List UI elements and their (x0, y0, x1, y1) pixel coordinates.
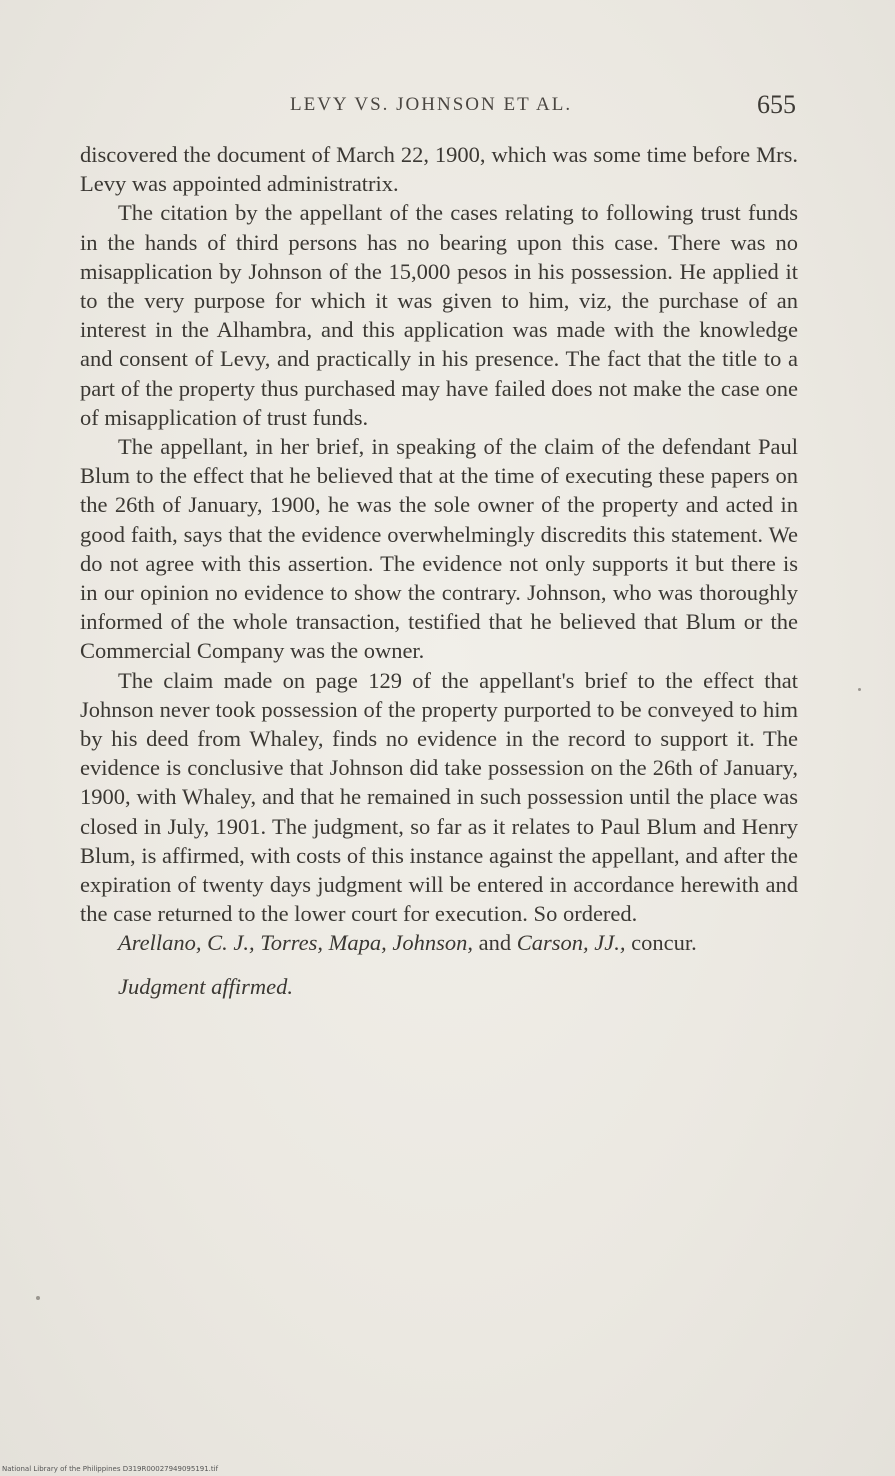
judgment-affirmed: Judgment affirmed. (118, 973, 293, 999)
running-head: LEVY VS. JOHNSON ET AL. (290, 94, 573, 115)
scan-speck (858, 688, 861, 691)
scan-speck (36, 1296, 40, 1300)
paragraph-possession: The claim made on page 129 of the appellant's brief to the effect that Johnson never took possession of the property purported to be conveyed to him by his deed from Whaley, finds no evidence in the record to support it. The evidence is conclusive that Johnson did take possession on the 26th of January, 1900, with Whaley, and that he remained in such possession until the place was closed in July, 1901. The judgment, so far as it relates to Paul Blum and Henry Blum, is affirmed, with costs of this instance against the appellant, and after the expiration of twenty days judgment will be entered in accordance herewith and the case returned to the lower court for execution. So ordered. (80, 667, 798, 927)
paragraph-blum-claim: The appellant, in her brief, in speaking of the claim of the defendant Paul Blum to the effect that he believed that at the time of executing these papers on the 26th of January, 1900, he was the sole owner of the property and acted in good faith, says that the evidence overwhelmingly discredits this statement. We do not agree with this assertion. The evidence not only supports it but there is in our opinion no evidence to show the contrary. Johnson, who was thoroughly informed of the whole transaction, testified that he believed that Blum or the Commercial Company was the owner. (80, 434, 798, 664)
opinion-body (80, 140, 798, 1001)
paragraph-trust-funds: The citation by the appellant of the cases relating to following trust funds in the hands of third persons has no bearing upon this case. There was no misapplication by Johnson of the 15,000 pesos in his possession. He applied it to the very purpose for which it was given to him, viz, the purchase of an interest in the Alhambra, and this application was made with the knowledge and consent of Levy, and practically in his presence. The fact that the title to a part of the property thus purchased may have failed does not make the case one of misapplication of trust funds. (80, 200, 798, 430)
last-judge: Carson, JJ., (516, 930, 626, 956)
paragraph-continuation: discovered the document of March 22, 1900, which was some time before Mrs. Levy was appointed administratrix. (80, 142, 798, 197)
concurring-judges: Arellano, C. J., Torres, Mapa, Johnson, (118, 930, 474, 956)
concur-word: concur. (631, 930, 697, 956)
page-header (80, 88, 800, 128)
page-number: 655 (757, 90, 796, 119)
and-word: and (478, 930, 512, 956)
concurrence-line (80, 928, 798, 957)
scan-footer-note: National Library of the Philippines D319R00027949095191.tif (2, 1465, 219, 1473)
